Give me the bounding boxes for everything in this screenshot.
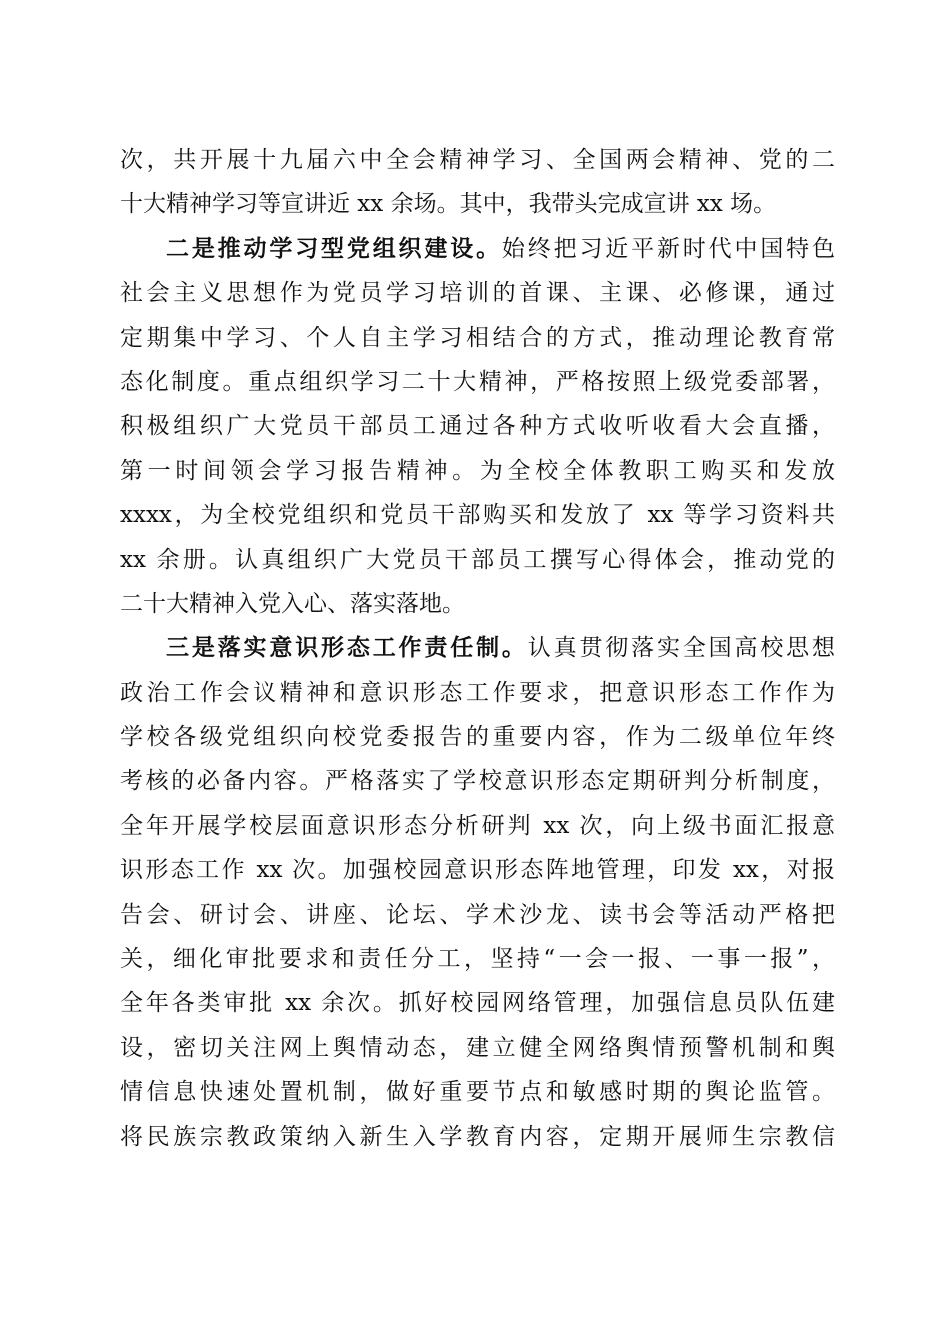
- text-line: 考核的必备内容。严格落实了学校意识形态定期研判分析制度，: [120, 768, 835, 795]
- paragraph-heading-line: 三是落实意识形态工作责任制。认真贯彻落实全国高校思想: [166, 634, 836, 662]
- text-line: 社会主义思想作为党员学习培训的首课、主课、必修课，通过: [120, 280, 835, 307]
- paragraph-heading: 二是推动学习型党组织建设。: [166, 234, 502, 262]
- text-line: 定期集中学习、个人自主学习相结合的方式，推动理论教育常: [120, 324, 835, 351]
- text-line: 设，密切关注网上舆情动态，建立健全网络舆情预警机制和舆: [120, 1034, 835, 1061]
- document-body: [120, 138, 835, 1159]
- text-line: 全年各类审批 xx 余次。抓好校园网络管理，加强信息员队伍建: [120, 990, 835, 1017]
- text-line: 态化制度。重点组织学习二十大精神，严格按照上级党委部署，: [120, 368, 835, 395]
- text-line: 二十大精神入党入心、落实落地。: [120, 590, 465, 617]
- text-line: 第一时间领会学习报告精神。为全校全体教职工购买和发放: [120, 457, 835, 484]
- text-line: xx 余册。认真组织广大党员干部员工撰写心得体会，推动党的: [120, 546, 835, 573]
- text-line: 识形态工作 xx 次。加强校园意识形态阵地管理，印发 xx，对报: [120, 857, 835, 884]
- paragraph-heading-line: 二是推动学习型党组织建设。始终把习近平新时代中国特色: [166, 234, 836, 262]
- text-line: 学校各级党组织向校党委报告的重要内容，作为二级单位年终: [120, 724, 835, 751]
- text-line: 积极组织广大党员干部员工通过各种方式收听收看大会直播，: [120, 413, 835, 440]
- text-line: 次，共开展十九届六中全会精神学习、全国两会精神、党的二: [120, 147, 835, 173]
- paragraph-heading: 三是落实意识形态工作责任制。: [166, 634, 528, 662]
- text-line: 全年开展学校层面意识形态分析研判 xx 次，向上级书面汇报意: [120, 812, 835, 839]
- text-line: 关，细化审批要求和责任分工，坚持“一会一报、一事一报”，: [120, 946, 835, 973]
- text-line: xxxx，为全校党组织和党员干部购买和发放了 xx 等学习资料共: [120, 502, 835, 529]
- text-line: 情信息快速处置机制，做好重要节点和敏感时期的舆论监管。: [120, 1079, 835, 1106]
- text-line: 告会、研讨会、讲座、论坛、学术沙龙、读书会等活动严格把: [120, 901, 835, 928]
- text-line: 将民族宗教政策纳入新生入学教育内容，定期开展师生宗教信: [120, 1123, 835, 1150]
- text-line: 十大精神学习等宣讲近 xx 余场。其中，我带头完成宣讲 xx 场。: [120, 191, 777, 218]
- text-line: 政治工作会议精神和意识形态工作要求，把意识形态工作作为: [120, 679, 835, 706]
